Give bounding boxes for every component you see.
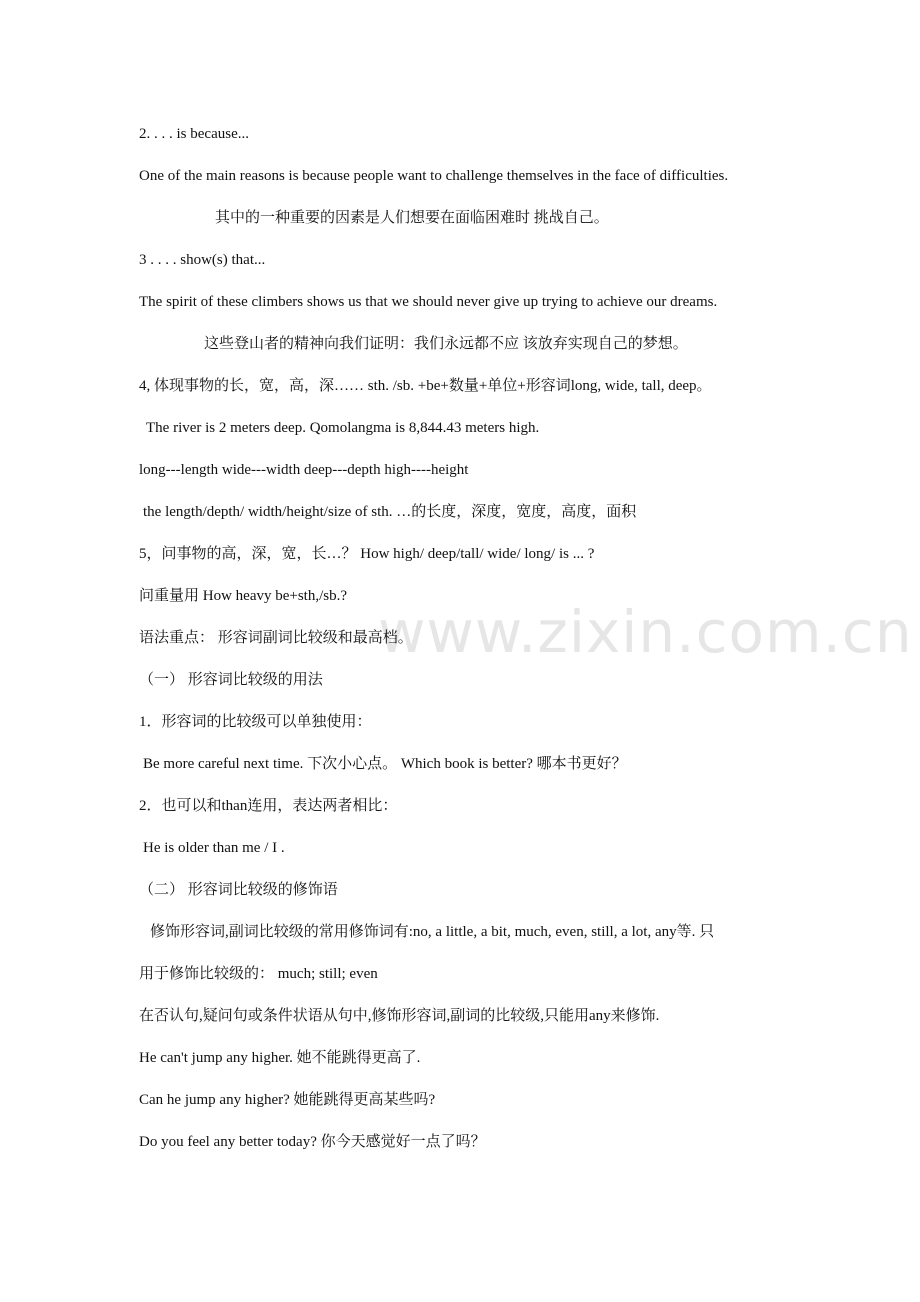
example-sentence: He is older than me / I . [143,840,285,856]
grammar-focus-heading: 语法重点： 形容词副词比较级和最高档。 [139,630,413,646]
subsection-heading-modifiers: （二） 形容词比较级的修饰语 [139,882,338,898]
modifier-rule-line: 修饰形容词,副词比较级的常用修饰词有:no, a little, a bit, much, even, still, a lot, any等. 只 [150,924,715,940]
section-heading-is-because: 2. . . . is because... [139,126,249,142]
rule-line: 1．形容词的比较级可以单独使用： [139,714,372,730]
weight-question-line: 问重量用 How heavy be+sth,/sb.? [139,588,348,604]
word-pairs-line: long---length wide---width deep---depth high----height [139,462,469,478]
modifier-rule-continued: 用于修饰比较级的： much; still; even [139,966,378,982]
section-heading-dimensions: 4, 体现事物的长，宽，高，深…… sth. /sb. +be+数量+单位+形容词long, wide, tall, deep。 [139,378,712,394]
example-sentence: Be more careful next time. 下次小心点。 Which book is better? 哪本书更好？ [143,756,627,772]
example-sentence: Do you feel any better today? 你今天感觉好一点了吗？ [139,1134,486,1150]
translation-line: 这些登山者的精神向我们证明：我们永远都不应 该放弃实现自己的梦想。 [204,336,688,352]
section-heading-questions: 5，问事物的高，深，宽，长…？ How high/ deep/tall/ wide/ long/ is ... ? [139,546,595,562]
section-heading-shows-that: 3 . . . . show(s) that... [139,252,266,268]
example-sentence: He can't jump any higher. 她不能跳得更高了. [139,1050,421,1066]
noun-form-line: the length/depth/ width/height/size of sth. …的长度，深度，宽度，高度，面积 [143,504,637,520]
example-sentence: Can he jump any higher? 她能跳得更高某些吗? [139,1092,436,1108]
example-sentence: The river is 2 meters deep. Qomolangma is 8,844.43 meters high. [146,420,540,436]
rule-line: 2．也可以和than连用，表达两者相比： [139,798,398,814]
example-sentence: One of the main reasons is because people want to challenge themselves in the face of difficulties. [139,168,729,184]
watermark: www.zixin.com.cn [378,598,913,666]
translation-line: 其中的一种重要的因素是人们想要在面临困难时 挑战自己。 [215,210,609,226]
example-sentence: The spirit of these climbers shows us that we should never give up trying to achieve our dreams. [139,294,718,310]
any-rule-line: 在否认句,疑问句或条件状语从句中,修饰形容词,副词的比较级,只能用any来修饰. [139,1008,660,1024]
subsection-heading-usage: （一） 形容词比较级的用法 [139,672,323,688]
